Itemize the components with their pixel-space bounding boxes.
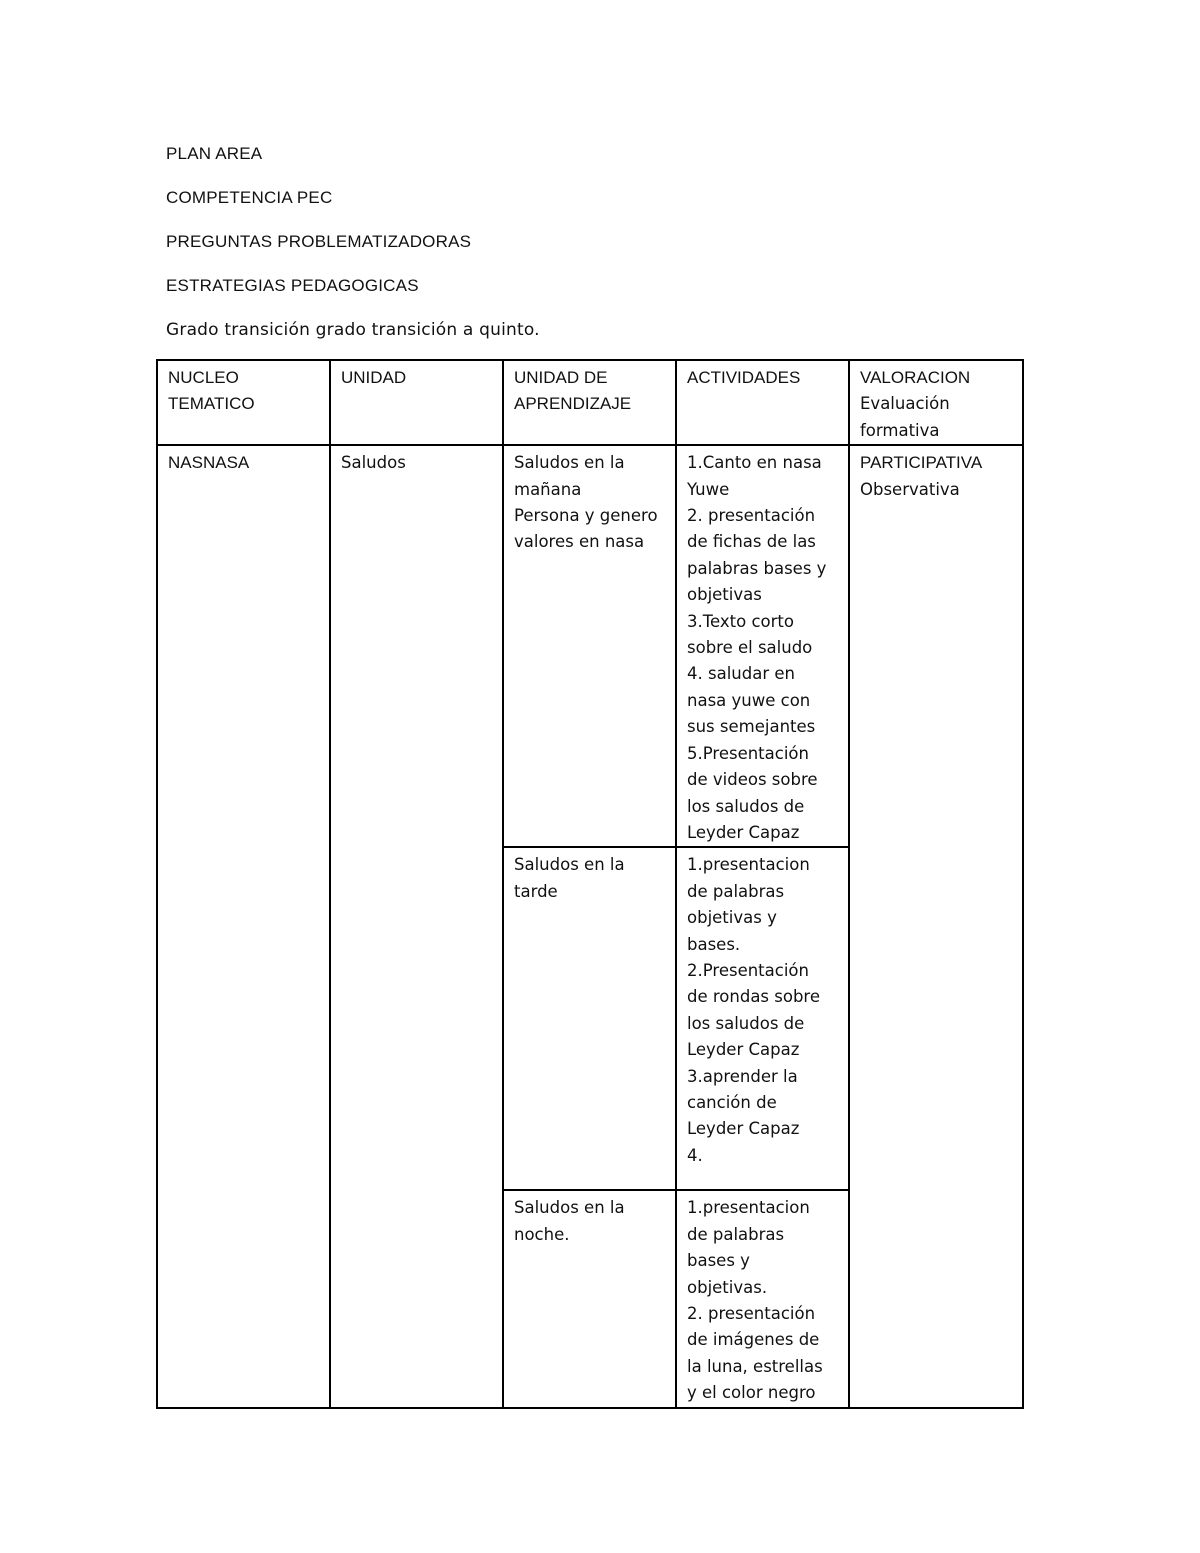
cell-text: 1.Canto en nasa [687,453,822,473]
cell-text: palabras bases y [687,558,827,578]
plan-table [156,359,1024,1409]
cell-text: los saludos de [687,1013,805,1033]
cell-text: sobre el saludo [687,638,813,658]
cell-text: Saludos [341,453,406,473]
header-text: VALORACION [860,368,971,387]
header-cell-valoracion [849,360,1023,445]
cell-text: 2. presentación [687,506,816,526]
cell-unidad-aprendizaje [503,1190,676,1407]
cell-text: de palabras [687,1224,785,1244]
grade-line: Grado transición grado transición a quinto. [166,320,540,340]
cell-text: bases. [687,934,741,954]
header-cell-nucleo-tematico [157,360,330,445]
cell-text: bases y [687,1251,750,1271]
heading-preguntas-problematizadoras: PREGUNTAS PROBLEMATIZADORAS [166,232,472,251]
header-text: TEMATICO [168,394,255,414]
cell-text: canción de [687,1092,777,1112]
heading-competencia-pec: COMPETENCIA PEC [166,188,333,207]
cell-text: de palabras [687,881,785,901]
cell-text: mañana [514,479,582,499]
cell-text: 1.presentacion [687,1198,810,1218]
table-header-row [157,360,1023,445]
header-text: formativa [860,420,940,440]
cell-text: de imágenes de [687,1330,820,1350]
cell-actividades [676,1190,849,1407]
cell-text: nasa yuwe con [687,690,811,710]
heading-estrategias-pedagogicas: ESTRATEGIAS PEDAGOGICAS [166,276,419,295]
cell-text: 3.aprender la [687,1066,798,1086]
cell-text: Observativa [860,479,960,499]
cell-unidad-aprendizaje [503,847,676,1190]
cell-text: objetivas [687,585,762,605]
cell-text: 2.Presentación [687,960,809,980]
cell-text: 1.presentacion [687,855,810,875]
cell-text: objetivas. [687,1277,768,1297]
header-text: APRENDIZAJE [514,394,632,414]
heading-plan-area: PLAN AREA [166,144,263,163]
cell-text: Saludos en la [514,453,625,473]
cell-text: los saludos de [687,796,805,816]
cell-text: 4. [687,1145,703,1165]
table-row [157,445,1023,847]
cell-text: sus semejantes [687,717,816,737]
cell-text: 4. saludar en [687,664,795,684]
cell-unidad-aprendizaje [503,445,676,847]
cell-text: Saludos en la [514,1198,625,1218]
cell-text: objetivas y [687,908,777,928]
cell-text: de fichas de las [687,532,816,552]
header-text: ACTIVIDADES [687,368,801,387]
cell-text: de rondas sobre [687,987,821,1007]
header-text: NUCLEO [168,368,239,387]
header-text: Evaluación [860,394,950,414]
cell-text: de videos sobre [687,770,818,790]
cell-nucleo-tematico [157,445,330,1407]
cell-actividades [676,445,849,847]
header-cell-unidad-aprendizaje [503,360,676,445]
cell-text: Leyder Capaz [687,822,800,842]
cell-text: 5.Presentación [687,743,809,763]
cell-text: 3.Texto corto [687,611,794,631]
cell-text: tarde [514,881,558,901]
cell-text: Yuwe [687,479,730,499]
cell-text: valores en nasa [514,532,645,552]
cell-actividades [676,847,849,1190]
header-text: UNIDAD DE [514,368,608,387]
cell-text: NASNASA [168,453,250,473]
cell-text: Saludos en la [514,855,625,875]
cell-valoracion [849,445,1023,1407]
cell-text: la luna, estrellas [687,1356,823,1376]
cell-text: PARTICIPATIVA [860,453,983,473]
cell-text: y el color negro [687,1383,816,1403]
cell-unidad [330,445,503,1407]
cell-text: Leyder Capaz [687,1040,800,1060]
cell-text: Leyder Capaz [687,1119,800,1139]
header-cell-unidad [330,360,503,445]
cell-text: 2. presentación [687,1303,816,1323]
cell-text: noche. [514,1224,570,1244]
header-cell-actividades [676,360,849,445]
cell-text: Persona y genero [514,506,658,526]
header-text: UNIDAD [341,368,407,387]
